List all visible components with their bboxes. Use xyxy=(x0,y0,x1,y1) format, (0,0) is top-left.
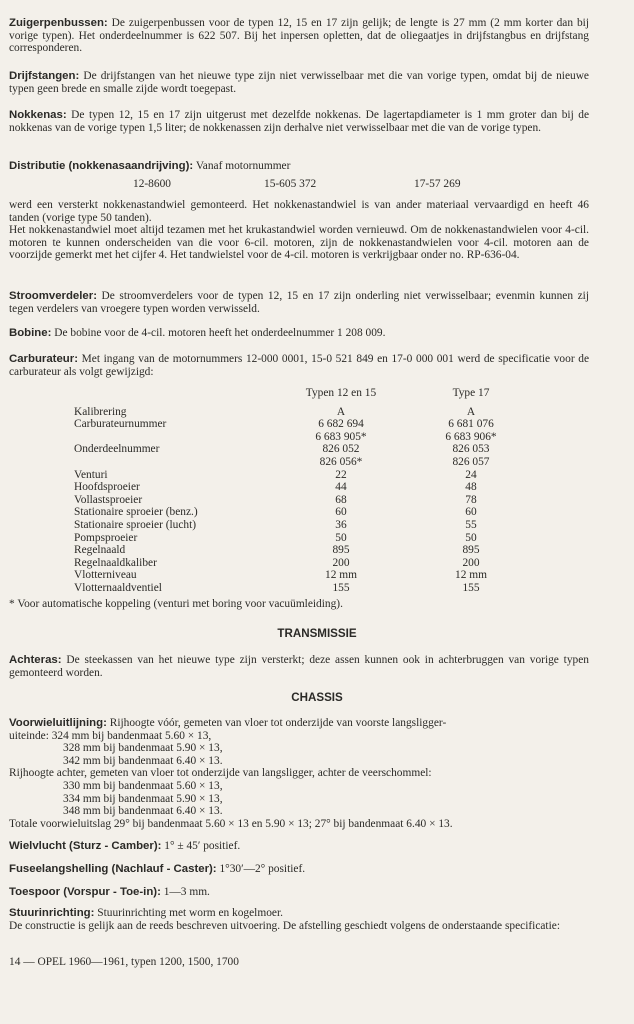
carburateur-spec-table xyxy=(74,387,526,595)
totale-voorwieluitslag: Totale voorwieluitslag 29° bij bandenmaat 5.60 × 13 en 5.90 × 13; 27° bij bandenmaat 6.40 × 13. xyxy=(9,817,453,830)
spec-value-type-17: 200 xyxy=(462,556,480,569)
spec-value-type-17: 12 mm xyxy=(455,569,487,582)
rijhoogte-achter-line-3: 348 mm bij bandenmaat 6.40 × 13. xyxy=(63,805,223,818)
spec-label: Vollastsproeier xyxy=(74,493,143,506)
motor-number-row xyxy=(0,178,634,192)
section-drijfstangen xyxy=(9,70,589,95)
table-row xyxy=(74,431,526,444)
spec-label: Stationaire sproeier (benz.) xyxy=(74,506,198,519)
text-stuurinrichting: Stuurinrichting met worm en kogelmoer. xyxy=(94,907,283,919)
section-voorwieluitlijning xyxy=(9,717,589,830)
spec-label: Kalibrering xyxy=(74,405,127,418)
heading-zuigerpenbussen: Zuigerpenbussen: xyxy=(9,17,108,29)
rijhoogte-achter-line-2: 334 mm bij bandenmaat 5.90 × 13, xyxy=(63,792,223,805)
heading-stuurinrichting: Stuurinrichting: xyxy=(9,907,95,919)
section-distributie-body xyxy=(9,199,589,262)
section-nokkenas xyxy=(9,109,589,134)
section-bobine xyxy=(9,327,589,340)
spec-label: Regelnaaldkaliber xyxy=(74,556,157,569)
spec-value-typen-12-15: A xyxy=(336,405,346,418)
spec-value-typen-12-15: 68 xyxy=(335,493,347,506)
table-row xyxy=(74,406,526,419)
heading-voorwieluitlijning: Voorwieluitlijning: xyxy=(9,717,107,729)
text-bobine: De bobine voor de 4-cil. motoren heeft het onderdeelnummer 1 208 009. xyxy=(51,327,386,339)
text-wielvlucht: 1° ± 45′ positief. xyxy=(161,840,241,852)
spec-label: Carburateurnummer xyxy=(74,418,167,431)
heading-fuseelangshelling: Fuseelangshelling (Nachlauf - Caster): xyxy=(9,863,217,875)
spec-value-typen-12-15: 826 056* xyxy=(319,455,363,468)
table-header-row xyxy=(74,387,526,400)
text-nokkenas: De typen 12, 15 en 17 zijn uitgerust met dezelfde nokkenas. De lagertapdiameter is 1 mm groter dan bij de nokkenas van de vorige typen 1,5 liter; de nokkenassen zijn derhalve niet verwisselbaar met die van de vorige typen. xyxy=(9,109,589,134)
footnote-text: * Voor automatische koppeling (venturi met boring voor vacuümleiding). xyxy=(9,598,343,610)
motor-number-15: 15-605 372 xyxy=(264,178,317,190)
page-footer xyxy=(9,956,589,969)
heading-stroomverdeler: Stroomverdeler: xyxy=(9,290,97,302)
heading-carburateur: Carburateur: xyxy=(9,353,78,365)
table-row xyxy=(74,519,526,532)
section-carburateur xyxy=(9,353,589,378)
carburateur-footnote xyxy=(9,598,589,611)
heading-wielvlucht: Wielvlucht (Sturz - Camber): xyxy=(9,840,162,852)
text-toespoor: 1—3 mm. xyxy=(160,886,210,898)
spec-value-typen-12-15: 12 mm xyxy=(325,569,357,582)
rijhoogte-achter-text: Rijhoogte achter, gemeten van vloer tot onderzijde van langsligger, achter de veerschommel: xyxy=(9,767,432,780)
table-row xyxy=(74,569,526,582)
section-distributie xyxy=(9,160,589,173)
table-row xyxy=(74,443,526,456)
section-stuurinrichting xyxy=(9,907,589,932)
table-row xyxy=(74,456,526,469)
spec-value-type-17: 60 xyxy=(465,506,477,519)
spec-value-type-17: 78 xyxy=(465,493,477,506)
spec-value-type-17: 48 xyxy=(465,481,477,494)
spec-label: Hoofdsproeier xyxy=(74,481,140,494)
rijhoogte-voor-line-1: uiteinde: 324 mm bij bandenmaat 5.60 × 13, xyxy=(9,729,212,742)
spec-value-type-17: 6 681 076 xyxy=(448,418,494,431)
spec-label: Vlotternaaldventiel xyxy=(74,581,162,594)
column-header-type-17: Type 17 xyxy=(452,387,490,399)
spec-label: Onderdeelnummer xyxy=(74,443,160,456)
spec-value-type-17: 895 xyxy=(462,544,480,557)
heading-achteras: Achteras: xyxy=(9,654,62,666)
spec-label: Venturi xyxy=(74,468,108,481)
text-stroomverdeler: De stroomverdelers voor de typen 12, 15 en 17 zijn onderling niet verwisselbaar; evenmin kunnen zij tegen verdelers van vroegere typen worden verwisseld. xyxy=(9,290,589,315)
rijhoogte-achter-line-1: 330 mm bij bandenmaat 5.60 × 13, xyxy=(63,779,223,792)
text-fuseelangshelling: 1°30′—2° positief. xyxy=(216,863,306,875)
text-stuurinrichting-2: De constructie is gelijk aan de reeds beschreven uitvoering. De afstelling geschiedt volgens de onderstaande specificatie: xyxy=(9,919,560,932)
spec-value-type-17: A xyxy=(466,405,476,418)
table-row xyxy=(74,544,526,557)
section-achteras xyxy=(9,654,589,679)
spec-value-typen-12-15: 44 xyxy=(335,481,347,494)
heading-distributie: Distributie (nokkenasaandrijving): xyxy=(9,160,194,172)
rijhoogte-voor-line-3: 342 mm bij bandenmaat 6.40 × 13. xyxy=(63,754,223,767)
spec-value-type-17: 826 057 xyxy=(452,455,490,468)
section-zuigerpenbussen xyxy=(9,17,589,55)
section-toespoor xyxy=(9,886,589,899)
spec-value-typen-12-15: 155 xyxy=(332,581,350,594)
text-distributie-2: werd een versterkt nokkenastandwiel gemonteerd. Het nokkenastandwiel is van ander materiaal vervaardigd en heeft 46 tanden (vorige type 50 tanden). xyxy=(9,199,589,224)
spec-value-typen-12-15: 826 052 xyxy=(322,443,360,456)
text-achteras: De steekassen van het nieuwe type zijn versterkt; deze assen kunnen ook in achterbruggen van vorige typen gemonteerd worden. xyxy=(9,654,589,679)
spec-label: Regelnaald xyxy=(74,544,126,557)
spec-label xyxy=(74,431,266,444)
table-row xyxy=(74,481,526,494)
table-row xyxy=(74,532,526,545)
spec-value-typen-12-15: 36 xyxy=(335,518,347,531)
heading-transmissie: TRANSMISSIE xyxy=(277,627,357,640)
section-stroomverdeler xyxy=(9,290,589,315)
text-distributie: Vanaf motornummer xyxy=(193,160,291,172)
heading-drijfstangen: Drijfstangen: xyxy=(9,70,80,82)
heading-toespoor: Toespoor (Vorspur - Toe-in): xyxy=(9,886,161,898)
table-row xyxy=(74,418,526,431)
table-row xyxy=(74,494,526,507)
table-row xyxy=(74,582,526,595)
heading-nokkenas: Nokkenas: xyxy=(9,109,67,121)
text-distributie-3: Het nokkenastandwiel moet altijd tezamen met het krukastandwiel worden vernieuwd. Om de nokkenastandwielen voor 4-cil. motoren te kunnen onderscheiden van die voor 6-cil. motoren, zijn de nokkenastandwielen voor 4-cil. motoren aan de voorzijde gemerkt met het cijfer 4. Het tandwielstel voor de 4-cil. motoren is verkrijgbaar onder no. RP-636-04. xyxy=(9,224,589,262)
spec-value-typen-12-15: 6 683 905* xyxy=(315,430,367,443)
spec-value-typen-12-15: 60 xyxy=(335,506,347,519)
rijhoogte-voor-line-2: 328 mm bij bandenmaat 5.90 × 13, xyxy=(63,742,223,755)
table-row xyxy=(74,506,526,519)
spec-value-type-17: 826 053 xyxy=(452,443,490,456)
spec-value-type-17: 55 xyxy=(465,518,477,531)
table-row xyxy=(74,557,526,570)
text-carburateur: Met ingang van de motornummers 12-000 0001, 15-0 521 849 en 17-0 000 001 werd de specificatie voor de carburateur als volgt gewijzigd: xyxy=(9,353,589,378)
spec-label: Pompsproeier xyxy=(74,531,138,544)
heading-chassis: CHASSIS xyxy=(291,691,343,704)
motor-number-12: 12-8600 xyxy=(133,178,171,190)
text-voorwieluitlijning: Rijhoogte vóór, gemeten van vloer tot onderzijde van voorste langsligger- xyxy=(106,717,447,729)
column-header-typen-12-15: Typen 12 en 15 xyxy=(305,387,377,399)
spec-label: Stationaire sproeier (lucht) xyxy=(74,518,197,531)
spec-value-typen-12-15: 50 xyxy=(335,531,347,544)
motor-number-17: 17-57 269 xyxy=(414,178,461,190)
section-fuseelangshelling xyxy=(9,863,589,876)
spec-value-type-17: 24 xyxy=(465,468,477,481)
section-wielvlucht xyxy=(9,840,589,853)
spec-value-typen-12-15: 22 xyxy=(335,468,347,481)
footer-text: 14 — OPEL 1960—1961, typen 1200, 1500, 1700 xyxy=(9,956,239,968)
heading-bobine: Bobine: xyxy=(9,327,52,339)
spec-value-typen-12-15: 200 xyxy=(332,556,350,569)
spec-value-type-17: 155 xyxy=(462,581,480,594)
spec-label: Vlotterniveau xyxy=(74,569,137,582)
spec-label xyxy=(74,456,266,469)
spec-value-typen-12-15: 895 xyxy=(332,544,350,557)
spec-value-typen-12-15: 6 682 694 xyxy=(318,418,364,431)
spec-value-type-17: 6 683 906* xyxy=(445,430,497,443)
table-row xyxy=(74,469,526,482)
text-zuigerpenbussen: De zuigerpenbussen voor de typen 12, 15 en 17 zijn gelijk; de lengte is 27 mm (2 mm korter dan bij vorige typen). Het onderdeelnummer is 622 507. Bij het inpersen opletten, dat de oliegaatjes in drijfstangbus en drijfstang corresponderen. xyxy=(9,17,589,55)
text-drijfstangen: De drijfstangen van het nieuwe type zijn niet verwisselbaar met die van vorige typen, omdat bij de nieuwe typen geen brede en smalle zijde wordt toegepast. xyxy=(9,70,589,95)
spec-value-type-17: 50 xyxy=(465,531,477,544)
